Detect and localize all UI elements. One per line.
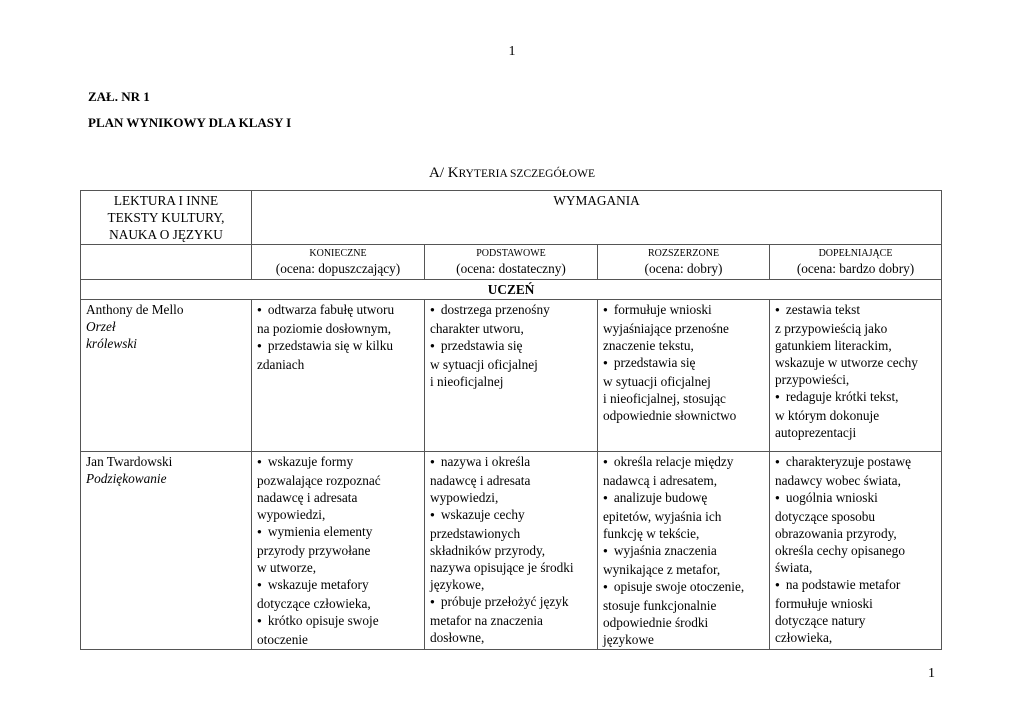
bullet-item-cont: językowe bbox=[603, 632, 654, 647]
bullet-item-cont: funkcję w tekście, bbox=[603, 526, 700, 541]
bullet-item-cont: w utworze, bbox=[257, 560, 317, 575]
bullet-item-cont: zdaniach bbox=[257, 357, 305, 372]
table-row bbox=[81, 300, 942, 452]
bullet-item: ● krótko opisuje swoje bbox=[257, 612, 419, 631]
bullet-item-cont: i nieoficjalnej bbox=[430, 374, 504, 389]
bullet-item-cont: człowieka, bbox=[775, 630, 833, 645]
bullet-item-cont: formułuje wnioski bbox=[775, 596, 873, 611]
bullet-item: ● nazywa i określa bbox=[430, 453, 592, 472]
bullet-item-cont: składników przyrody, bbox=[430, 543, 546, 558]
bullet-item-cont: stosuje funkcjonalnie bbox=[603, 598, 717, 613]
work-cell bbox=[81, 300, 252, 452]
bullet-item-cont: nazywa opisujące je środki bbox=[430, 560, 574, 575]
bullet-item-cont: znaczenie tekstu, bbox=[603, 338, 694, 353]
section-title-prefix: A/ K bbox=[429, 165, 459, 181]
bullet-item-cont: metafor na znaczenia bbox=[430, 613, 543, 628]
bullet-item-cont: dosłowne, bbox=[430, 630, 485, 645]
bullet-item: ● wskazuje formy bbox=[257, 453, 419, 472]
bullet-item-cont: określa cechy opisanego bbox=[775, 543, 905, 558]
bullet-item: ● przedstawia się bbox=[603, 354, 764, 373]
level-grade: (ocena: bardzo dobry) bbox=[796, 261, 915, 276]
level-name: DOPEŁNIAJĄCE bbox=[818, 248, 893, 259]
bullet-item: ● wskazuje metafory bbox=[257, 576, 419, 595]
page-number-top: 1 bbox=[508, 44, 516, 59]
bullet-item-cont: nadawcę i adresata bbox=[257, 490, 358, 505]
bullet-item: ● formułuje wnioski bbox=[603, 301, 764, 320]
bullet-item-cont: i nieoficjalnej, stosując bbox=[603, 391, 726, 406]
requirements-header: WYMAGANIA bbox=[252, 191, 942, 245]
table-row bbox=[81, 452, 942, 650]
column-header-line: TEKSTY KULTURY, bbox=[107, 210, 225, 225]
work-title-cont: królewski bbox=[86, 336, 137, 351]
bullet-item-cont: wynikające z metafor, bbox=[603, 562, 721, 577]
work-title-line bbox=[86, 301, 246, 335]
bullet-item-cont: świata, bbox=[775, 560, 813, 575]
bullet-item: ● próbuje przełożyć język bbox=[430, 593, 592, 612]
level-grade: (ocena: dostateczny) bbox=[456, 261, 566, 276]
bullet-item-cont: w sytuacji oficjalnej bbox=[603, 374, 711, 389]
work-title: Orzeł bbox=[86, 319, 116, 334]
work-cell bbox=[81, 452, 252, 650]
level-header-extended bbox=[598, 245, 770, 280]
bullet-item-cont: wypowiedzi, bbox=[257, 507, 326, 522]
work-author: Jan Twardowski bbox=[86, 454, 173, 469]
bullet-item-cont: wskazuje w utworze cechy bbox=[775, 355, 918, 370]
level-grade: (ocena: dopuszczający) bbox=[275, 261, 401, 276]
bullet-item-cont: w którym dokonuje bbox=[775, 408, 880, 423]
level-name: ROZSZERZONE bbox=[647, 248, 720, 259]
bullet-item-cont: nadawcę i adresata bbox=[430, 473, 531, 488]
bullet-item-cont: przypowieści, bbox=[775, 372, 850, 387]
bullet-item: ● przedstawia się bbox=[430, 337, 592, 356]
bullet-item: ● odtwarza fabułę utworu bbox=[257, 301, 419, 320]
bullet-item-cont: dotyczące człowieka, bbox=[257, 596, 371, 611]
bullet-item-cont: dotyczące sposobu bbox=[775, 509, 876, 524]
bullet-item-cont: gatunkiem literackim, bbox=[775, 338, 892, 353]
level-name: KONIECZNE bbox=[309, 248, 367, 259]
level-header-basic bbox=[425, 245, 598, 280]
requirements-cell bbox=[770, 452, 942, 650]
student-label: UCZEŃ bbox=[81, 280, 942, 300]
bullet-item-cont: przedstawionych bbox=[430, 526, 521, 541]
bullet-item: ● redaguje krótki tekst, bbox=[775, 388, 936, 407]
page-number-bottom: 1 bbox=[928, 666, 935, 681]
bullet-item-cont: otoczenie bbox=[257, 632, 308, 647]
level-name: PODSTAWOWE bbox=[476, 248, 546, 259]
column-header-line: NAUKA O JĘZYKU bbox=[109, 227, 223, 242]
work-author: Anthony de Mello bbox=[86, 302, 184, 317]
bullet-item: ● uogólnia wnioski bbox=[775, 489, 936, 508]
bullet-item-cont: dotyczące natury bbox=[775, 613, 866, 628]
column-header-line: LEKTURA I INNE bbox=[113, 193, 219, 208]
requirements-cell bbox=[770, 300, 942, 452]
bullet-item-cont: epitetów, wyjaśnia ich bbox=[603, 509, 722, 524]
bullet-item: ● wyjaśnia znaczenia bbox=[603, 542, 764, 561]
work-title: Podziękowanie bbox=[86, 471, 167, 486]
attachment-label: ZAŁ. NR 1 bbox=[88, 89, 150, 104]
bullet-item: ● zestawia tekst bbox=[775, 301, 936, 320]
criteria-table bbox=[80, 190, 942, 650]
level-grade: (ocena: dobry) bbox=[644, 261, 723, 276]
bullet-item-cont: w sytuacji oficjalnej bbox=[430, 357, 538, 372]
level-header-complementary bbox=[770, 245, 942, 280]
bullet-item: ● na podstawie metafor bbox=[775, 576, 936, 595]
level-header-necessary bbox=[252, 245, 425, 280]
bullet-item-cont: wypowiedzi, bbox=[430, 490, 499, 505]
bullet-item-cont: odpowiednie słownictwo bbox=[603, 408, 737, 423]
bullet-item-cont: na poziomie dosłownym, bbox=[257, 321, 392, 336]
requirements-cell bbox=[425, 452, 598, 650]
requirements-cell bbox=[598, 300, 770, 452]
bullet-item-cont: obrazowania przyrody, bbox=[775, 526, 897, 541]
bullet-item: ● wskazuje cechy bbox=[430, 506, 592, 525]
empty-cell bbox=[81, 245, 252, 280]
bullet-item-cont: pozwalające rozpoznać bbox=[257, 473, 381, 488]
requirements-cell bbox=[252, 300, 425, 452]
requirements-cell bbox=[598, 452, 770, 650]
bullet-item: ● analizuje budowę bbox=[603, 489, 764, 508]
bullet-item: ● wymienia elementy bbox=[257, 523, 419, 542]
column-header-readings bbox=[81, 191, 252, 245]
bullet-item: ● dostrzega przenośny bbox=[430, 301, 592, 320]
bullet-item-cont: nadawcy wobec świata, bbox=[775, 473, 901, 488]
section-title-rest: RYTERIA SZCZEGÓŁOWE bbox=[458, 168, 595, 180]
bullet-item: ● określa relacje między bbox=[603, 453, 764, 472]
bullet-item-cont: przyrody przywołane bbox=[257, 543, 371, 558]
bullet-item-cont: odpowiednie środki bbox=[603, 615, 709, 630]
requirements-cell bbox=[252, 452, 425, 650]
section-title bbox=[0, 165, 1024, 182]
bullet-item: ● opisuje swoje otoczenie, bbox=[603, 578, 764, 597]
document-title: PLAN WYNIKOWY DLA KLASY I bbox=[88, 115, 292, 130]
bullet-item: ● charakteryzuje postawę bbox=[775, 453, 936, 472]
bullet-item-cont: autoprezentacji bbox=[775, 425, 857, 440]
bullet-item-cont: z przypowieścią jako bbox=[775, 321, 888, 336]
requirements-cell bbox=[425, 300, 598, 452]
bullet-item-cont: wyjaśniające przenośne bbox=[603, 321, 729, 336]
bullet-item-cont: językowe, bbox=[430, 577, 485, 592]
bullet-item: ● przedstawia się w kilku bbox=[257, 337, 419, 356]
bullet-item-cont: charakter utworu, bbox=[430, 321, 524, 336]
bullet-item-cont: nadawcą i adresatem, bbox=[603, 473, 718, 488]
